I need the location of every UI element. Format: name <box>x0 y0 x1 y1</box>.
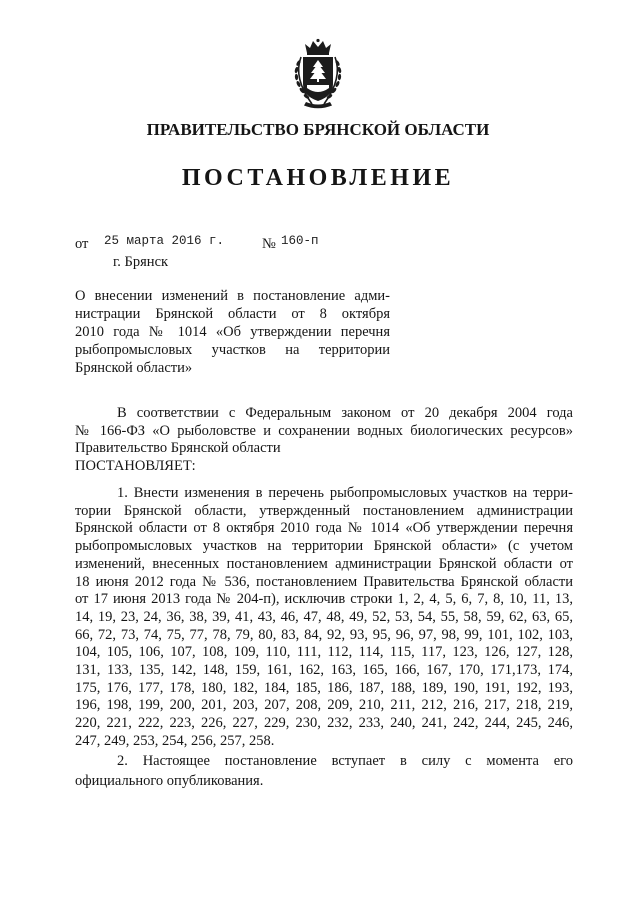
item-line: рыбопромысловых участков на территории Брянской области» (с учетом <box>75 538 573 555</box>
item-line: 247, 249, 253, 254, 256, 257, 258. <box>75 732 275 749</box>
item-line: 1. Внести изменения в перечень рыбопромысловых участков на терри- <box>117 485 573 501</box>
item-line: 196, 198, 199, 200, 201, 203, 207, 208, 209, 210, 211, 212, 216, 217, 218, 219, <box>75 697 573 714</box>
number-prefix: № <box>262 236 276 252</box>
item-line: Брянской области от 8 октября 2010 года № 1014 «Об утверждении перечня <box>75 520 573 537</box>
document-date: 25 марта 2016 г. <box>104 234 225 248</box>
item-line: 14, 19, 23, 24, 36, 38, 39, 41, 43, 46, 47, 48, 49, 52, 53, 54, 55, 58, 59, 62, 63, 65, <box>75 608 573 625</box>
item-line: 104, 105, 106, 107, 108, 109, 110, 111, 112, 114, 115, 117, 123, 126, 127, 128, <box>75 644 573 661</box>
item-2 <box>75 751 573 791</box>
preamble-line: № 166-ФЗ «О рыболовстве и сохранении водных биологических ресурсов» <box>75 422 573 439</box>
document-type-heading: ПОСТАНОВЛЕНИЕ <box>181 165 455 191</box>
item-line: тории Брянской области, утвержденный постановлением администрации <box>75 502 573 519</box>
item-line: изменений, внесенных постановлением администрации Брянской области от <box>75 555 573 572</box>
preamble <box>75 405 573 475</box>
coat-of-arms-icon <box>288 38 348 110</box>
item-line: 18 июня 2012 года № 536, постановлением Правительства Брянской области <box>75 573 573 590</box>
title-line: 2010 года № 1014 «Об утверждении перечня <box>75 324 390 340</box>
preamble-line: Правительство Брянской области <box>75 440 281 456</box>
item-line: 220, 221, 222, 223, 226, 227, 229, 230, 232, 233, 240, 241, 242, 244, 245, 246, <box>75 715 573 732</box>
document-title <box>75 287 390 377</box>
title-line: О внесении изменений в постановление адми- <box>75 288 390 304</box>
item-1 <box>75 485 573 751</box>
title-line: рыбопромысловых участков на территории <box>75 342 390 358</box>
preamble-line: ПОСТАНОВЛЯЕТ: <box>75 457 196 474</box>
title-line: Брянской области» <box>75 360 193 376</box>
document-number: 160-п <box>281 234 319 248</box>
title-line: нистрации Брянской области от 8 октября <box>75 306 390 322</box>
item-line: 66, 72, 73, 74, 75, 77, 78, 79, 80, 83, 84, 92, 93, 95, 96, 97, 98, 99, 101, 102, 103, <box>75 626 573 643</box>
document-place: г. Брянск <box>113 254 169 270</box>
item-line: 131, 133, 135, 142, 148, 159, 161, 162, 163, 165, 166, 167, 170, 171,173, 174, <box>75 662 573 679</box>
preamble-line: В соответствии с Федеральным законом от 20 декабря 2004 года <box>117 405 573 421</box>
item-line: официального опубликования. <box>75 773 264 789</box>
item-line: 175, 176, 177, 178, 180, 182, 184, 185, 186, 187, 188, 189, 190, 191, 192, 193, <box>75 679 573 696</box>
item-line: 2. Настоящее постановление вступает в силу с момента его <box>117 753 573 769</box>
organization-name: ПРАВИТЕЛЬСТВО БРЯНСКОЙ ОБЛАСТИ <box>146 120 490 139</box>
date-prefix: от <box>75 236 89 252</box>
item-line: от 17 июня 2013 года № 204-п), исключив строки 1, 2, 4, 5, 6, 7, 8, 10, 11, 13, <box>75 591 573 608</box>
